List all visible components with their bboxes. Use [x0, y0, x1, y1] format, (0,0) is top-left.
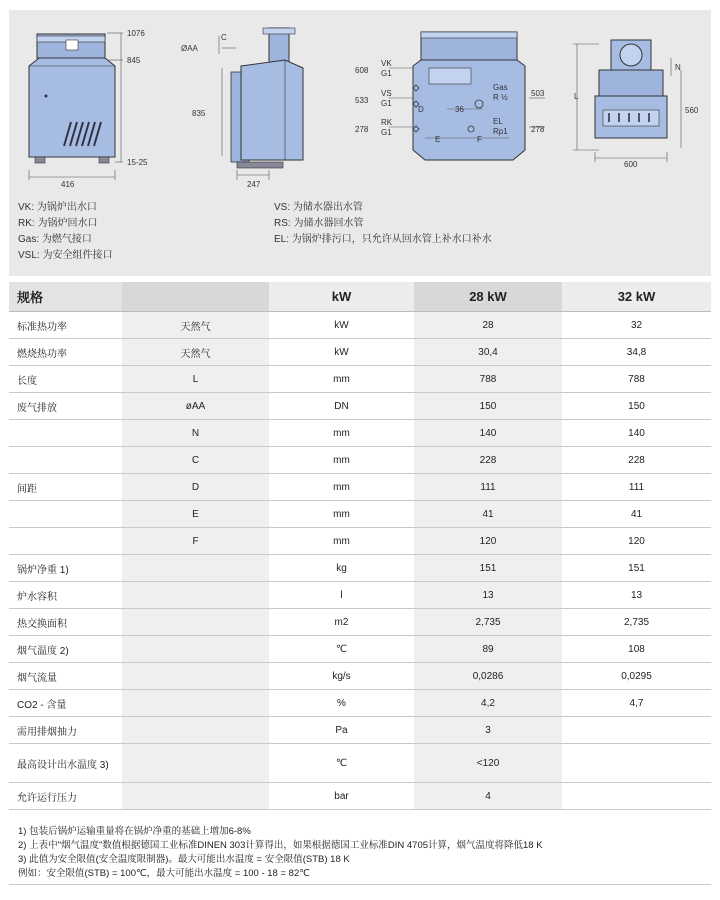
row-sub [122, 717, 269, 744]
spec-table-body [9, 312, 711, 810]
row-value-32kw: 0,0295 [562, 663, 711, 690]
row-sub: C [122, 447, 269, 474]
dim-560: 560 [685, 106, 699, 115]
label-vk: VK [381, 59, 392, 68]
row-sub [122, 744, 269, 783]
row-value-32kw: 2,735 [562, 609, 711, 636]
row-value-28kw: 0,0286 [414, 663, 562, 690]
row-label: 间距 [9, 474, 122, 501]
dim-835: 835 [192, 109, 206, 118]
legend-left [18, 200, 112, 264]
row-sub [122, 582, 269, 609]
row-label: 允许运行压力 [9, 783, 122, 810]
row-unit: l [269, 582, 414, 609]
dim-278-right: 278 [531, 125, 545, 134]
row-label: 炉水容积 [9, 582, 122, 609]
row-label: 烟气温度 2) [9, 636, 122, 663]
row-value-32kw: 4,7 [562, 690, 711, 717]
footnote-2: 2) 上表中"烟气温度"数值根据德国工业标准DINEN 303计算得出，如果根据德国工业标准DIN 4705计算，烟气温度将降低18 K [18, 840, 543, 851]
dim-l: L [574, 92, 579, 101]
row-value-28kw: <120 [414, 744, 562, 783]
row-label: 最高设计出水温度 3) [9, 744, 122, 783]
footnote-1: 1) 包装后锅炉运输重量将在锅炉净重的基础上增加6-8% [18, 826, 251, 837]
table-row [9, 555, 711, 582]
spec-table [9, 282, 711, 810]
row-unit: m2 [269, 609, 414, 636]
dim-503: 503 [531, 89, 545, 98]
row-value-32kw: 120 [562, 528, 711, 555]
dim-278-left: 278 [355, 125, 369, 134]
row-unit: ℃ [269, 636, 414, 663]
label-r-half: R ½ [493, 93, 508, 102]
row-value-32kw: 108 [562, 636, 711, 663]
row-sub: L [122, 366, 269, 393]
row-value-28kw: 111 [414, 474, 562, 501]
legend-item: Gas: 为燃气接口 [18, 234, 92, 245]
legend-item: RS: 为储水器回水管 [274, 218, 364, 229]
row-unit: Pa [269, 717, 414, 744]
row-unit: kW [269, 312, 414, 339]
footnotes [18, 825, 543, 881]
dim-n: N [675, 63, 681, 72]
table-row [9, 339, 711, 366]
row-value-28kw: 28 [414, 312, 562, 339]
row-sub [122, 609, 269, 636]
dim-533: 533 [355, 96, 369, 105]
row-value-28kw: 41 [414, 501, 562, 528]
row-value-28kw: 4 [414, 783, 562, 810]
technical-drawing-panel [9, 10, 711, 276]
row-value-28kw: 3 [414, 717, 562, 744]
table-row [9, 312, 711, 339]
row-sub [122, 690, 269, 717]
row-value-28kw: 151 [414, 555, 562, 582]
row-value-28kw: 788 [414, 366, 562, 393]
dim-608: 608 [355, 66, 369, 75]
row-value-32kw: 32 [562, 312, 711, 339]
dim-247: 247 [247, 180, 261, 189]
dim-d: D [418, 105, 424, 114]
row-unit: mm [269, 420, 414, 447]
table-row [9, 393, 711, 420]
row-label: 长度 [9, 366, 122, 393]
label-vs: VS [381, 89, 392, 98]
row-unit: mm [269, 528, 414, 555]
row-value-28kw: 30,4 [414, 339, 562, 366]
row-value-32kw: 788 [562, 366, 711, 393]
side-view-drawing [181, 28, 303, 189]
row-unit: kg/s [269, 663, 414, 690]
label-rk: RK [381, 118, 393, 127]
dim-f: F [477, 135, 482, 144]
row-value-32kw [562, 783, 711, 810]
rear-view-drawing [355, 32, 545, 160]
row-sub: F [122, 528, 269, 555]
footnote-example: 例如：安全限值(STB) = 100℃，最大可能出水温度 = 100 - 18 = 82℃ [18, 868, 310, 879]
dim-e: E [435, 135, 441, 144]
row-sub: øAA [122, 393, 269, 420]
table-row [9, 783, 711, 810]
dim-416: 416 [61, 180, 75, 189]
header-blank [122, 282, 269, 312]
row-label [9, 420, 122, 447]
row-value-28kw: 2,735 [414, 609, 562, 636]
header-unit: kW [269, 282, 414, 312]
row-sub [122, 783, 269, 810]
row-value-28kw: 89 [414, 636, 562, 663]
label-el: EL [493, 117, 503, 126]
table-row [9, 447, 711, 474]
row-unit: ℃ [269, 744, 414, 783]
boiler-drawings [9, 10, 711, 200]
legend-right [274, 200, 492, 248]
row-unit: bar [269, 783, 414, 810]
row-sub: 天然气 [122, 312, 269, 339]
row-label: 热交换面积 [9, 609, 122, 636]
row-sub: N [122, 420, 269, 447]
row-sub [122, 636, 269, 663]
row-value-32kw: 140 [562, 420, 711, 447]
row-value-28kw: 4,2 [414, 690, 562, 717]
label-gas: Gas [493, 83, 508, 92]
table-row [9, 582, 711, 609]
table-row [9, 717, 711, 744]
table-row [9, 690, 711, 717]
table-row [9, 609, 711, 636]
table-row [9, 501, 711, 528]
row-label: 锅炉净重 1) [9, 555, 122, 582]
row-value-32kw: 150 [562, 393, 711, 420]
row-value-28kw: 120 [414, 528, 562, 555]
row-value-32kw: 151 [562, 555, 711, 582]
front-view-drawing [29, 29, 148, 189]
table-row [9, 636, 711, 663]
header-28kw: 28 kW [414, 282, 562, 312]
row-sub [122, 663, 269, 690]
row-value-28kw: 13 [414, 582, 562, 609]
legend-item: VK: 为锅炉出水口 [18, 202, 97, 213]
row-value-32kw: 41 [562, 501, 711, 528]
row-sub: 天然气 [122, 339, 269, 366]
dim-15-25: 15-25 [127, 158, 148, 167]
row-unit: mm [269, 366, 414, 393]
row-value-28kw: 228 [414, 447, 562, 474]
row-label: 烟气流量 [9, 663, 122, 690]
legend-item: RK: 为锅炉回水口 [18, 218, 98, 229]
header-32kw: 32 kW [562, 282, 711, 312]
label-g1-rk: G1 [381, 128, 392, 137]
dim-845: 845 [127, 56, 141, 65]
row-label [9, 528, 122, 555]
row-sub: D [122, 474, 269, 501]
row-label: CO2 - 含量 [9, 690, 122, 717]
legend-item: EL: 为锅炉排污口，只允许从回水管上补水口补水 [274, 234, 492, 245]
table-row [9, 366, 711, 393]
row-value-32kw [562, 744, 711, 783]
label-g1-vs: G1 [381, 99, 392, 108]
row-label [9, 501, 122, 528]
label-g1-vk: G1 [381, 69, 392, 78]
row-value-32kw: 111 [562, 474, 711, 501]
dim-c: C [221, 33, 227, 42]
row-label: 燃烧热功率 [9, 339, 122, 366]
row-value-32kw: 228 [562, 447, 711, 474]
table-row [9, 474, 711, 501]
row-value-32kw: 34,8 [562, 339, 711, 366]
row-unit: mm [269, 447, 414, 474]
label-rp1: Rp1 [493, 127, 508, 136]
top-view-drawing [573, 40, 699, 169]
row-unit: kg [269, 555, 414, 582]
row-unit: mm [269, 474, 414, 501]
dim-aa: ØAA [181, 44, 198, 53]
row-unit: mm [269, 501, 414, 528]
dim-1076: 1076 [127, 29, 145, 38]
row-unit: DN [269, 393, 414, 420]
row-value-28kw: 140 [414, 420, 562, 447]
row-label: 标准热功率 [9, 312, 122, 339]
table-row [9, 663, 711, 690]
legend-item: VS: 为储水器出水管 [274, 202, 363, 213]
header-spec: 规格 [9, 282, 122, 312]
table-header-row [9, 282, 711, 312]
row-value-28kw: 150 [414, 393, 562, 420]
table-row [9, 528, 711, 555]
row-value-32kw: 13 [562, 582, 711, 609]
bottom-divider [9, 884, 711, 885]
row-sub: E [122, 501, 269, 528]
row-label: 废气排放 [9, 393, 122, 420]
footnote-3: 3) 此值为安全限值(安全温度限制器)。最大可能出水温度 = 安全限值(STB) 18 K [18, 854, 350, 865]
dim-600: 600 [624, 160, 638, 169]
row-unit: kW [269, 339, 414, 366]
row-sub [122, 555, 269, 582]
row-label [9, 447, 122, 474]
legend-item: VSL: 为安全组件接口 [18, 250, 113, 261]
dim-36: 36 [455, 105, 464, 114]
row-unit: % [269, 690, 414, 717]
table-row [9, 744, 711, 783]
table-row [9, 420, 711, 447]
row-value-32kw [562, 717, 711, 744]
row-label: 需用排烟抽力 [9, 717, 122, 744]
